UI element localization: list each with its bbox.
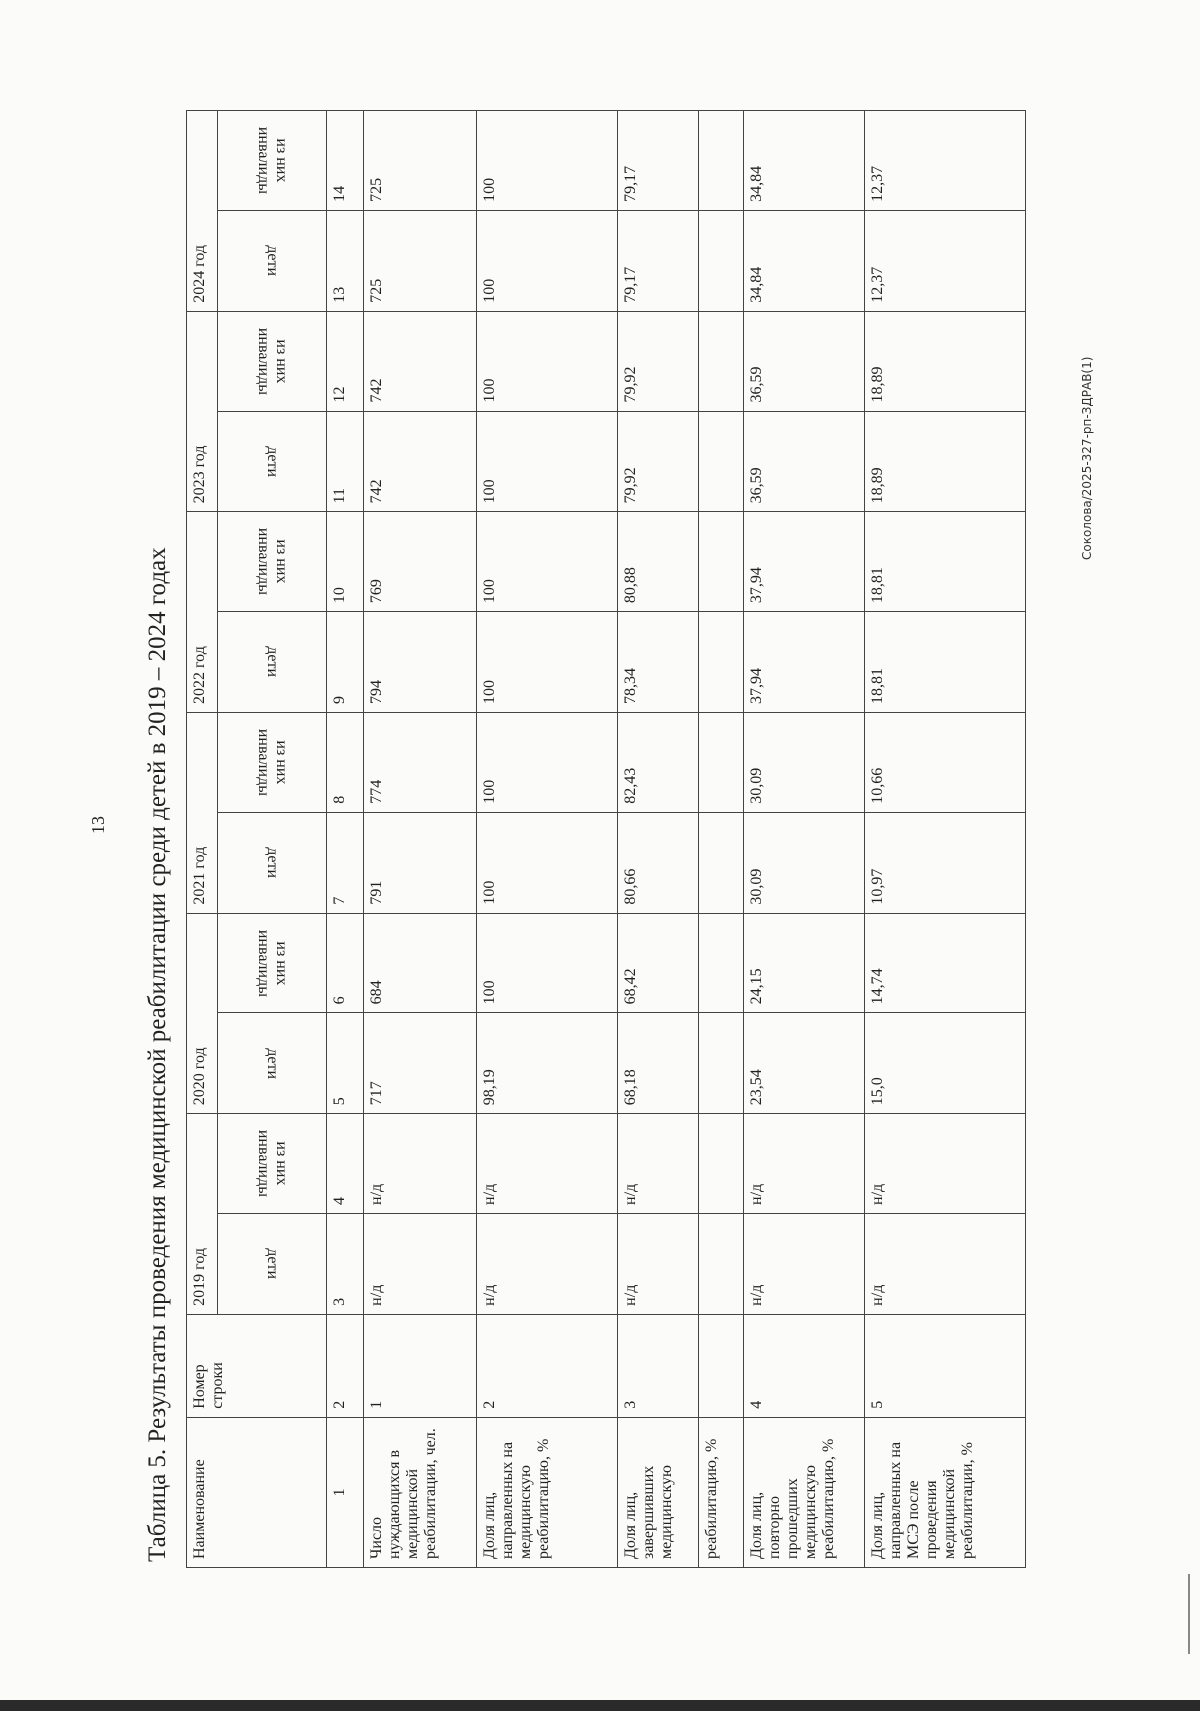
cell: 100 <box>477 512 618 612</box>
cell: 10,97 <box>865 812 1026 913</box>
cell: 725 <box>364 111 477 211</box>
cell-empty <box>699 1314 744 1417</box>
cell: 80,88 <box>618 512 699 612</box>
sub-children-2021: дети <box>218 812 327 913</box>
cell: 78,34 <box>618 612 699 713</box>
cell: 794 <box>364 612 477 713</box>
cell: н/д <box>364 1213 477 1314</box>
cell: н/д <box>865 1213 1026 1314</box>
col-num: 1 <box>327 1417 364 1567</box>
col-num: 2 <box>327 1314 364 1417</box>
row-name: Доля лиц, направленных на МСЭ после проведения медицинской реабилитации, % <box>865 1417 1026 1567</box>
header-name: Наименование <box>187 1417 327 1567</box>
year-2022: 2022 год <box>187 512 218 713</box>
cell-empty <box>699 1213 744 1314</box>
cell: 82,43 <box>618 712 699 812</box>
col-num: 7 <box>327 812 364 913</box>
col-num: 12 <box>327 311 364 411</box>
year-2021: 2021 год <box>187 712 218 913</box>
cell: 18,81 <box>865 612 1026 713</box>
rotated-table-block <box>130 108 1075 1568</box>
cell: н/д <box>477 1114 618 1214</box>
year-2019: 2019 год <box>187 1114 218 1315</box>
row-name: Доля лиц, направленных на медицинскую реабилитацию, % <box>477 1417 618 1567</box>
year-2024: 2024 год <box>187 111 218 312</box>
cell: 37,94 <box>744 612 865 713</box>
table-row <box>744 111 865 1568</box>
cell: 791 <box>364 812 477 913</box>
col-num: 9 <box>327 612 364 713</box>
cell: 30,09 <box>744 812 865 913</box>
cell-empty <box>699 411 744 512</box>
table-row <box>865 111 1026 1568</box>
col-num: 8 <box>327 712 364 812</box>
cell-empty <box>699 612 744 713</box>
cell: 769 <box>364 512 477 612</box>
cell: 34,84 <box>744 111 865 211</box>
sub-children-2022: дети <box>218 612 327 713</box>
table-row <box>364 111 477 1568</box>
cell-empty <box>699 111 744 211</box>
sub-children-2019: дети <box>218 1213 327 1314</box>
col-num: 11 <box>327 411 364 512</box>
col-num: 13 <box>327 210 364 311</box>
cell: 18,89 <box>865 411 1026 512</box>
scan-edge-mark <box>1188 1574 1190 1654</box>
cell-empty <box>699 1114 744 1214</box>
cell: 100 <box>477 712 618 812</box>
cell: 30,09 <box>744 712 865 812</box>
cell: 742 <box>364 411 477 512</box>
cell-empty <box>699 913 744 1013</box>
cell: 742 <box>364 311 477 411</box>
page-number: 13 <box>88 816 108 834</box>
cell: 14,74 <box>865 913 1026 1013</box>
cell: н/д <box>618 1213 699 1314</box>
column-number-row <box>327 111 364 1568</box>
cell: 10,66 <box>865 712 1026 812</box>
cell: 79,92 <box>618 311 699 411</box>
cell: н/д <box>744 1213 865 1314</box>
year-2020: 2020 год <box>187 913 218 1114</box>
cell-empty <box>699 512 744 612</box>
col-num: 5 <box>327 1013 364 1114</box>
cell-empty <box>699 712 744 812</box>
row-name: Число нуждающихся в медицинской реабилитации, чел. <box>364 1417 477 1567</box>
sub-disabled-2021: из них инвалиды <box>218 712 327 812</box>
cell-empty <box>699 210 744 311</box>
table-row <box>477 111 618 1568</box>
sub-disabled-2020: из них инвалиды <box>218 913 327 1013</box>
sub-disabled-2019: из них инвалиды <box>218 1114 327 1214</box>
cell: 100 <box>477 812 618 913</box>
col-num: 10 <box>327 512 364 612</box>
cell: 23,54 <box>744 1013 865 1114</box>
scan-bottom-edge <box>0 1700 1200 1711</box>
cell: 36,59 <box>744 311 865 411</box>
cell: н/д <box>744 1114 865 1214</box>
row-number: 5 <box>865 1314 1026 1417</box>
row-number: 4 <box>744 1314 865 1417</box>
row-number: 3 <box>618 1314 699 1417</box>
sub-children-2020: дети <box>218 1013 327 1114</box>
row-name: Доля лиц, повторно прошедших медицинскую реабилитацию, % <box>744 1417 865 1567</box>
cell: 12,37 <box>865 210 1026 311</box>
cell: 80,66 <box>618 812 699 913</box>
cell: 12,37 <box>865 111 1026 211</box>
row-name: Доля лиц, завершивших медицинскую <box>618 1417 699 1567</box>
cell: 68,42 <box>618 913 699 1013</box>
cell: н/д <box>618 1114 699 1214</box>
cell: 18,89 <box>865 311 1026 411</box>
cell: 684 <box>364 913 477 1013</box>
year-2023: 2023 год <box>187 311 218 512</box>
table-title: Таблица 5. Результаты проведения медицинской реабилитации среди детей в 2019 – 2024 годах <box>144 547 171 1562</box>
cell: 79,17 <box>618 210 699 311</box>
cell: 36,59 <box>744 411 865 512</box>
cell: 717 <box>364 1013 477 1114</box>
sub-children-2024: дети <box>218 210 327 311</box>
document-code: Соколова/2025-327-рп-ЗДРАВ(1) <box>1080 356 1094 560</box>
col-num: 6 <box>327 913 364 1013</box>
cell: 79,92 <box>618 411 699 512</box>
year-header-row <box>187 111 218 1568</box>
col-num: 4 <box>327 1114 364 1214</box>
cell: 100 <box>477 913 618 1013</box>
cell: 15,0 <box>865 1013 1026 1114</box>
header-row-number: Номер строки <box>187 1314 327 1417</box>
col-num: 3 <box>327 1213 364 1314</box>
cell-empty <box>699 1013 744 1114</box>
cell: 725 <box>364 210 477 311</box>
cell: 100 <box>477 311 618 411</box>
cell: н/д <box>364 1114 477 1214</box>
row-number: 1 <box>364 1314 477 1417</box>
cell: 100 <box>477 210 618 311</box>
cell: 100 <box>477 411 618 512</box>
cell: н/д <box>477 1213 618 1314</box>
sub-children-2023: дети <box>218 411 327 512</box>
cell: 24,15 <box>744 913 865 1013</box>
row-name-continuation: реабилитацию, % <box>699 1417 744 1567</box>
cell: 79,17 <box>618 111 699 211</box>
cell-empty <box>699 311 744 411</box>
sub-disabled-2022: из них инвалиды <box>218 512 327 612</box>
sub-disabled-2024: из них инвалиды <box>218 111 327 211</box>
cell: 98,19 <box>477 1013 618 1114</box>
cell-empty <box>699 812 744 913</box>
cell: 37,94 <box>744 512 865 612</box>
cell: 68,18 <box>618 1013 699 1114</box>
table-row <box>618 111 699 1568</box>
cell: 18,81 <box>865 512 1026 612</box>
results-table <box>186 110 1026 1568</box>
sub-disabled-2023: из них инвалиды <box>218 311 327 411</box>
cell: н/д <box>865 1114 1026 1214</box>
cell: 100 <box>477 111 618 211</box>
table-row-continuation <box>699 111 744 1568</box>
row-number: 2 <box>477 1314 618 1417</box>
cell: 100 <box>477 612 618 713</box>
col-num: 14 <box>327 111 364 211</box>
cell: 34,84 <box>744 210 865 311</box>
cell: 774 <box>364 712 477 812</box>
